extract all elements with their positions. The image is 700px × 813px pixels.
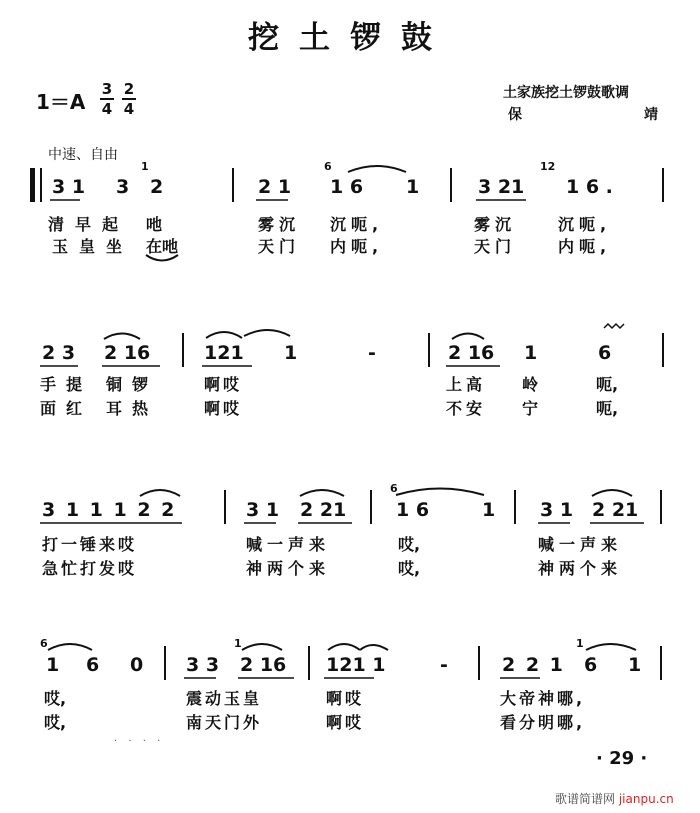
note-group: 2 16	[104, 342, 151, 364]
dash: -	[440, 654, 448, 676]
note-group: 121 1	[326, 654, 386, 676]
note-group: 121	[204, 342, 244, 364]
barline	[182, 333, 184, 367]
note: 1	[284, 342, 298, 364]
barline	[662, 168, 664, 202]
slur-mark	[592, 490, 632, 496]
arranger-credit: 保 靖	[508, 107, 658, 123]
note-group: 3 1	[246, 499, 280, 521]
note: 1	[482, 499, 496, 521]
note: 6	[584, 654, 598, 676]
slur-mark	[48, 644, 92, 650]
slur-mark	[206, 332, 242, 338]
note-group: 3 1	[540, 499, 574, 521]
barline	[308, 646, 310, 680]
slur-mark	[452, 334, 484, 340]
meter-3-4: 3 4	[101, 80, 113, 118]
note: 1	[524, 342, 538, 364]
grace-note: 6	[40, 637, 48, 650]
barline	[660, 646, 662, 680]
grace-note: 1	[576, 637, 584, 650]
trill-mark	[604, 324, 624, 328]
grace-note: 1	[234, 637, 242, 650]
note-group: 2 1	[258, 176, 292, 198]
barline	[40, 168, 42, 202]
grace-note: 1	[141, 160, 149, 173]
slur-mark	[396, 489, 484, 496]
grace-note: 6	[390, 482, 398, 495]
note: 1	[628, 654, 642, 676]
note-group: 3 1	[52, 176, 86, 198]
barline	[478, 646, 480, 680]
note-group: 2 21	[592, 499, 639, 521]
note-group: 2 16	[240, 654, 287, 676]
grace-note: 12	[540, 160, 556, 173]
note: 3	[116, 176, 130, 198]
slur-mark	[242, 644, 282, 650]
page-number: · 29 ·	[596, 748, 648, 769]
note: 2	[150, 176, 164, 198]
barline	[660, 490, 662, 524]
slur-mark	[140, 490, 180, 496]
slur-mark	[348, 166, 406, 172]
note: 1	[406, 176, 420, 198]
slur-mark	[244, 330, 290, 336]
song-title: 挖土锣鼓	[248, 20, 452, 56]
barline	[662, 333, 664, 367]
key-signature: 1＝A	[36, 90, 86, 114]
slur-mark	[104, 334, 140, 340]
barline	[232, 168, 234, 202]
barline	[428, 333, 430, 367]
barline	[224, 490, 226, 524]
slur-mark	[328, 644, 360, 650]
dash: -	[368, 342, 376, 364]
barline	[370, 490, 372, 524]
note-group: 3 3	[186, 654, 220, 676]
note-group: 3 1 1 1 2 2	[42, 499, 177, 521]
note: 6	[598, 342, 612, 364]
tempo-marking: 中速、自由	[48, 147, 118, 163]
note-group: 3 21	[478, 176, 525, 198]
decorative-dots: · · · ·	[114, 736, 165, 747]
note-group: 2 21	[300, 499, 347, 521]
note: 6	[86, 654, 100, 676]
note-group: 1 6	[330, 176, 364, 198]
note-group: 2 16	[448, 342, 495, 364]
barline	[164, 646, 166, 680]
note-group: 1 6 .	[566, 176, 613, 198]
score-page: 挖土锣鼓 1＝A 3 4 2 4 土家族挖土锣鼓歌调 保 靖 中速、自由 3 1 3 2 2 1 1 6 1 3 21 1 6 . 1 6 12 清早起 吔 雾沉 沉呃, 雾沉 沉呃, 玉皇坐 在吔 天门 内呃, 天门 内呃, 2 3 2 16 121 1 - 2 16 1 6 手提 铜锣 啊哎 上高 岭 呃, 面红 耳热 啊哎 不安 宁 呃, 3 1 1 1 2 2 3 1 2 21 1 6 1 3 1 2 21 6 打一锤来哎 喊一声来 哎, 喊一声来 急忙打发哎 神两个来 哎, 神两个来 1 6 0 3 3 2 16 121 1 - 2 2 1 6 1 6 1 1 哎, 震动玉皇 啊哎 大帝神哪, 哎, 南天门外 啊哎 看分明哪, · · · · · 29 · 歌谱简谱网 jianpu.cn	[0, 0, 700, 813]
watermark: 歌谱简谱网 jianpu.cn	[555, 792, 674, 806]
note-group: 1 6	[396, 499, 430, 521]
slur-mark	[300, 490, 344, 496]
meter-2-4: 2 4	[123, 80, 135, 118]
note: 1	[46, 654, 60, 676]
barline	[514, 490, 516, 524]
slur-mark	[586, 644, 636, 650]
source-credit: 土家族挖土锣鼓歌调	[503, 85, 629, 101]
note-group: 2 2 1	[502, 654, 565, 676]
barline	[450, 168, 452, 202]
note-group: 2 3	[42, 342, 76, 364]
rest: 0	[130, 654, 144, 676]
start-repeat-barline	[30, 168, 35, 202]
slur-mark	[360, 645, 388, 650]
grace-note: 6	[324, 160, 332, 173]
